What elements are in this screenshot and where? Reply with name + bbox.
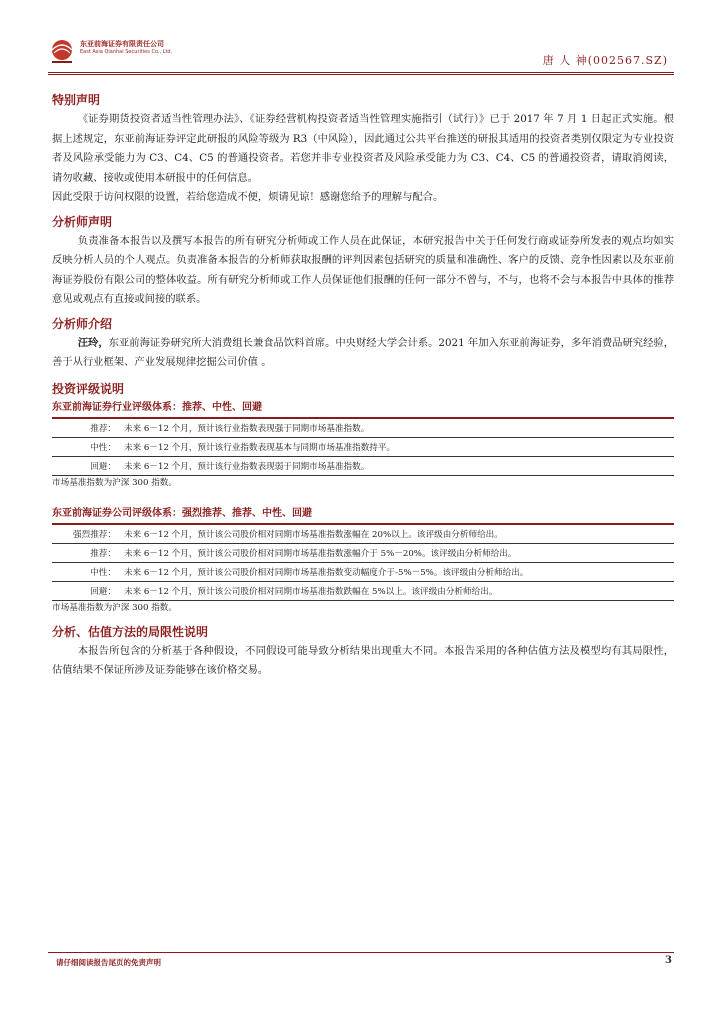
rating-label: 中性：: [52, 562, 124, 581]
company-name: [80, 40, 172, 56]
rating-label: 回避：: [52, 456, 124, 475]
rating-label: 中性：: [52, 437, 124, 456]
rating-desc: 未来 6－12 个月，预计该公司股价相对同期市场基准指数跌幅在 5%以上。该评级由分析师给出。: [124, 581, 674, 600]
rating-desc: 未来 6－12 个月，预计该行业指数表现弱于同期市场基准指数。: [124, 456, 674, 475]
industry-benchmark-note: 市场基准指数为沪深 300 指数。: [52, 477, 177, 488]
rating-desc: 未来 6－12 个月，预计该行业指数表现强于同期市场基准指数。: [124, 419, 674, 438]
analyst-name: 汪玲，: [77, 336, 109, 349]
stock-name: 唐 人 神(002567.SZ): [542, 54, 668, 67]
company-benchmark-note: 市场基准指数为沪深 300 指数。: [52, 602, 177, 613]
rating-label: 强烈推荐：: [52, 525, 124, 544]
analyst-statement-text: 负责准备本报告以及撰写本报告的所有研究分析师或工作人员在此保证，本研究报告中关于任何发行商或证券所发表的观点均如实反映分析人员的个人观点。负责准备本报告的分析师获取报酬的评判因素包括研究的质量和准确性、客户的反馈、竞争性因素以及东亚前海证券股份有限公司的整体收益。所有研究分析师或工作人员保证他们报酬的任何一部分不曾与，不与，也将不会与本报告中具体的推荐意见或观点有直接或间接的联系。: [52, 234, 674, 305]
table-row: [52, 437, 674, 456]
company-rating-title: 东亚前海证券公司评级体系：强烈推荐、推荐、中性、回避: [52, 507, 312, 519]
limits-text: 本报告所包含的分析基于各种假设，不同假设可能导致分析结果出现重大不同。本报告采用的各种估值方法及模型均有其局限性，估值结果不保证所涉及证券能够在该价格交易。: [52, 644, 674, 676]
rating-desc: 未来 6－12 个月，预计该公司股价相对同期市场基准指数涨幅在 20%以上。该评级由分析师给出。: [124, 525, 674, 544]
analyst-intro-text: [52, 334, 674, 373]
disclaimer-heading: 特别声明: [52, 93, 101, 107]
header-divider-secondary: [48, 74, 674, 75]
header-divider: [48, 72, 674, 73]
analyst-intro-heading: 分析师介绍: [52, 316, 113, 331]
rating-heading: 投资评级说明: [52, 381, 125, 396]
rating-desc: 未来 6－12 个月，预计该行业指数表现基本与同期市场基准指数持平。: [124, 437, 674, 456]
table-row: [52, 419, 674, 438]
table-row: [52, 456, 674, 475]
company-name-en: East Asia Qianhai Securities Co., Ltd.: [80, 49, 173, 55]
rating-desc: 未来 6－12 个月，预计该公司股价相对同期市场基准指数涨幅介于 5%－20%。该评级由分析师给出。: [124, 543, 674, 562]
table-row: [52, 581, 674, 600]
company-logo-icon: [48, 38, 78, 66]
footer-divider: [48, 952, 674, 953]
industry-rating-title: 东亚前海证券行业评级体系：推荐、中性、回避: [52, 401, 262, 413]
rating-label: 回避：: [52, 581, 124, 600]
table-row: [52, 543, 674, 562]
disclaimer-paragraph: 《证券期货投资者适当性管理办法》、《证券经营机构投资者适当性管理实施指引（试行）》已于 2017 年 7 月 1 日起正式实施。根据上述规定，东亚前海证券评定此研报的风险等级为 R3（中风险），因此通过公共平台推送的研报其适用的投资者类别仅限定为专业投资者及风险承受能力为 C3、C4、C5 的普通投资者。若您并非专业投资者及风险承受能力为 C3、C4、C5 的普通投资者，请取消阅读，请勿收藏、接收或使用本研报中的任何信息。: [52, 113, 674, 184]
footer-disclaimer-note: 请仔细阅读报告尾页的免责声明: [56, 958, 161, 967]
industry-rating-table: [52, 419, 674, 476]
rating-desc: 未来 6－12 个月，预计该公司股价相对同期市场基准指数变动幅度介于-5%－5%。该评级由分析师给出。: [124, 562, 674, 581]
analyst-statement-heading: 分析师声明: [52, 214, 113, 229]
company-rating-table: [52, 525, 674, 601]
rating-label: 推荐：: [52, 419, 124, 438]
rating-label: 推荐：: [52, 543, 124, 562]
table-row: [52, 525, 674, 544]
disclaimer-apology: 因此受限于访问权限的设置，若给您造成不便，烦请见谅！感谢您给予的理解与配合。: [52, 191, 444, 203]
page-content: [52, 90, 674, 681]
company-name-cn: 东亚前海证券有限责任公司: [80, 40, 164, 48]
analyst-intro-body: 东亚前海证券研究所大消费组长兼食品饮料首席。中央财经大学会计系。2021 年加入东亚前海证券，多年消费品研究经验，善于从行业框架、产业发展规律挖掘公司价值 。: [52, 336, 674, 368]
limits-heading: 分析、估值方法的局限性说明: [52, 624, 209, 639]
page-header: [48, 38, 674, 72]
table-row: [52, 562, 674, 581]
page-number: 3: [665, 955, 672, 966]
